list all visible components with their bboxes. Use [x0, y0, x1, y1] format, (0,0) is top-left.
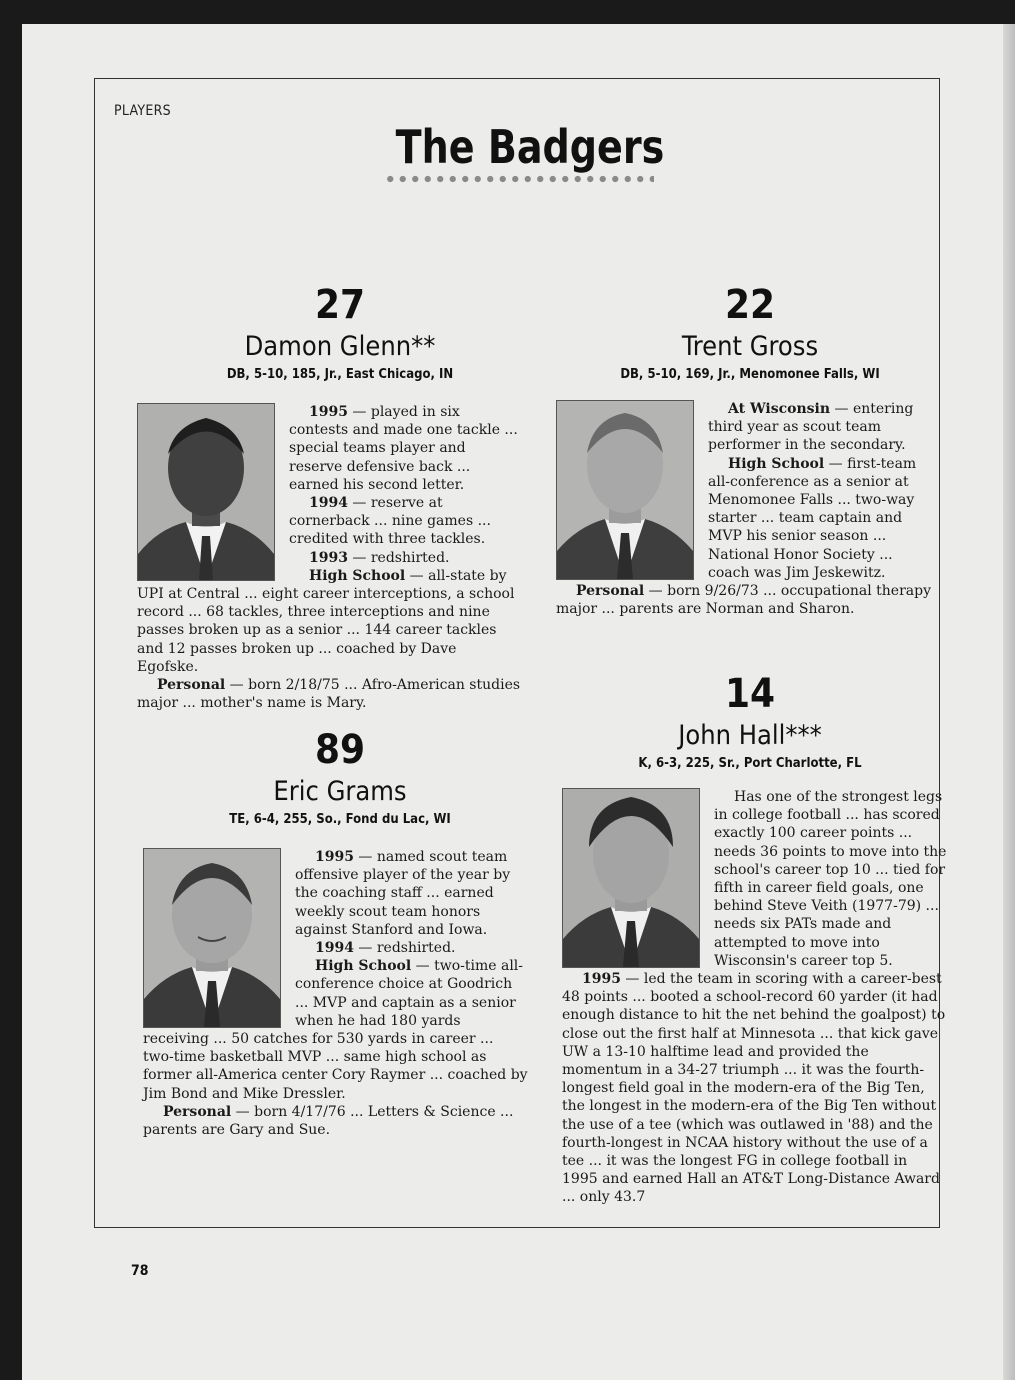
player-photo: [562, 788, 700, 968]
player-meta: K, 6-3, 225, Sr., Port Charlotte, FL: [638, 756, 862, 771]
player-bio-hall: [562, 788, 947, 1207]
player-header-hall: [600, 672, 900, 771]
player-number: 14: [724, 671, 776, 717]
bio-paragraph: 1993 — redshirted.: [309, 549, 450, 566]
player-bio-grams: [143, 848, 528, 1139]
player-name: Eric Grams: [273, 776, 407, 807]
bio-paragraph: 1994 — reserve at cornerback ... nine games ... credited with three tackles.: [289, 495, 491, 548]
player-number: 89: [314, 727, 366, 773]
bio-paragraph: High School — two-time all-conference choice at Goodrich ... MVP and captain as a senior when he had 180 yards receiving ... 50 catches for 530 yards in career ... two-time basketball MVP ... same high school as former all-America center Cory Raymer ... coached by Jim Bond and Mike Dressler.: [143, 958, 528, 1102]
player-header-gross: [600, 283, 900, 382]
player-number: 27: [314, 282, 366, 328]
bio-paragraph: 1994 — redshirted.: [315, 940, 456, 957]
player-photo: [556, 400, 694, 580]
bio-paragraph: Has one of the strongest legs in college football ... has scored exactly 100 career points ... needs 36 points to move into the school's career top 10 ... tied for fifth in career field goals, one behind Steve Veith (1977-79) ... needs six PATs made and attempted to move into Wisconsin's career top 5.: [714, 789, 947, 969]
player-bio-gross: [556, 400, 934, 618]
bio-paragraph: 1995 — led the team in scoring with a career-best 48 points ... booted a school-record 60 yarder (it had enough distance to hit the net behind the goalpost) to close out the first half at Minnesota ... that kick gave UW a 13-10 halftime lead and provided the momentum in a 34-27 triumph ... it was the fourth-longest field goal in the modern-era of the Big Ten, the longest in the modern-era of the Big Ten without the use of a tee (which was outlawed in '88) and the fourth-longest in NCAA history without the use of a tee ... it was the longest FG in college football in 1995 and earned Hall an AT&T Long-Distance Award ... only 43.7: [562, 971, 946, 1206]
section-label: PLAYERS: [114, 103, 171, 119]
player-name: John Hall***: [678, 720, 822, 751]
player-meta: TE, 6-4, 255, So., Fond du Lac, WI: [229, 812, 451, 827]
player-meta: DB, 5-10, 185, Jr., East Chicago, IN: [226, 367, 454, 382]
bio-paragraph: At Wisconsin — entering third year as scout team performer in the secondary.: [708, 401, 914, 454]
player-name: Damon Glenn**: [244, 331, 436, 362]
player-header-grams: [190, 728, 490, 827]
bio-paragraph: High School — all-state by UPI at Central ... eight career interceptions, a school record ... 68 tackles, three interceptions and nine passes broken up as a senior ... 144 career tackles and 12 passes broken up ... coached by Dave Egofske.: [137, 567, 515, 675]
bio-paragraph: 1995 — named scout team offensive player of the year by the coaching staff ... earned weekly scout team honors against Stanford and Iowa.: [295, 849, 511, 938]
player-number: 22: [724, 282, 776, 328]
player-photo: [137, 403, 275, 581]
page-title: The Badgers: [395, 120, 665, 174]
player-header-glenn: [190, 283, 490, 382]
bio-paragraph: 1995 — played in six contests and made one tackle ... special teams player and reserve defensive back ... earned his second letter.: [289, 404, 518, 493]
player-photo: [143, 848, 281, 1028]
bio-paragraph: Personal — born 4/17/76 ... Letters & Science ... parents are Gary and Sue.: [143, 1103, 514, 1139]
player-meta: DB, 5-10, 169, Jr., Menomonee Falls, WI: [620, 367, 880, 382]
bio-paragraph: High School — first-team all-conference as a senior at Menomonee Falls ... two-way starter ... team captain and MVP his senior season ... National Honor Society ... coach was Jim Jeskewitz.: [708, 455, 917, 581]
bio-paragraph: Personal — born 2/18/75 ... Afro-American studies major ... mother's name is Mary.: [137, 677, 521, 712]
player-bio-glenn: [137, 403, 522, 712]
bio-paragraph: Personal — born 9/26/73 ... occupational therapy major ... parents are Norman and Sharon.: [556, 583, 932, 618]
player-name: Trent Gross: [681, 331, 819, 362]
title-dot-rule: [384, 174, 654, 184]
page-edge: [1003, 24, 1015, 1380]
page-number: 78: [131, 1263, 149, 1279]
